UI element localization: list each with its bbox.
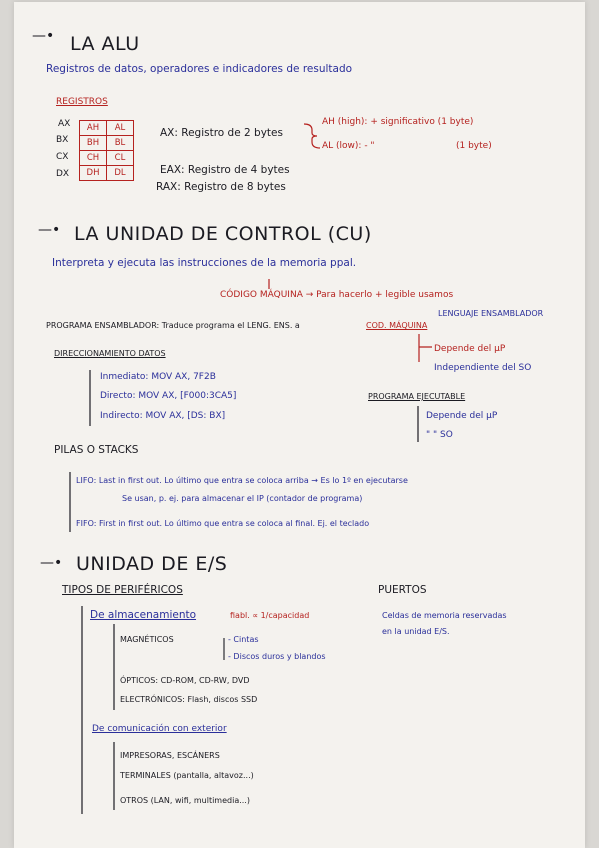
puertos-label: PUERTOS — [378, 584, 427, 596]
eax-description: EAX: Registro de 4 bytes — [160, 164, 290, 176]
reg-cell: AH — [80, 121, 107, 136]
puertos-desc-1: Celdas de memoria reservadas — [382, 611, 507, 620]
reg-cell: DH — [80, 166, 107, 181]
section-arrow-icon: —• — [32, 28, 55, 44]
ax-description: AX: Registro de 2 bytes — [160, 127, 283, 139]
cu-line1: Interpreta y ejecuta las instrucciones de la memoria ppal. — [52, 257, 357, 269]
inmediato: Inmediato: MOV AX, 7F2B — [100, 372, 216, 382]
registros-label: REGISTROS — [56, 97, 108, 107]
al-description: AL (low): - " — [322, 141, 375, 151]
tipos-perifericos: TIPOS DE PERIFÉRICOS — [62, 584, 183, 596]
impresoras: IMPRESORAS, ESCÁNERS — [120, 751, 220, 760]
directo: Directo: MOV AX, [F000:3CA5] — [100, 391, 237, 401]
row-label-bx: BX — [56, 135, 69, 145]
depende-up: Depende del μP — [434, 344, 506, 354]
magneticos: MAGNÉTICOS — [120, 635, 174, 644]
reg-cell: CH — [80, 151, 107, 166]
electronicos: ELECTRÓNICOS: Flash, discos SSD — [120, 695, 258, 704]
al-bytes: (1 byte) — [456, 141, 492, 151]
lifo: LIFO: Last in first out. Lo último que entra se coloca arriba → Es lo 1º en ejecutarse — [76, 476, 408, 485]
direccionamiento-label: DIRECCIONAMIENTO DATOS — [54, 349, 166, 358]
codigo-maquina: CÓDIGO MÁQUINA → Para hacerlo + legible usamos — [220, 290, 454, 300]
lifo-detail: Se usan, p. ej. para almacenar el IP (contador de programa) — [122, 494, 363, 503]
es-title: UNIDAD DE E/S — [76, 553, 228, 575]
ejecutable-depende: Depende del μP — [426, 411, 498, 421]
cod-maquina-label: COD. MÁQUINA — [366, 321, 428, 330]
row-label-dx: DX — [56, 169, 70, 179]
lenguaje-ensamblador: LENGUAJE ENSAMBLADOR — [438, 309, 544, 318]
puertos-desc-2: en la unidad E/S. — [382, 627, 450, 636]
reg-cell: AL — [107, 121, 134, 136]
comunicacion: De comunicación con exterior — [92, 724, 227, 734]
fiabilidad-note: fiabl. ∝ 1/capacidad — [230, 611, 310, 620]
discos: - Discos duros y blandos — [228, 652, 326, 661]
section-arrow-icon: —• — [38, 222, 61, 238]
fifo: FIFO: First in first out. Lo último que entra se coloca al final. Ej. el teclado — [76, 519, 370, 528]
reg-cell: CL — [107, 151, 134, 166]
section-arrow-icon: —• — [40, 555, 63, 571]
ejecutable-so: " " SO — [426, 430, 453, 440]
reg-cell: BH — [80, 136, 107, 151]
ah-description: AH (high): + significativo (1 byte) — [322, 117, 474, 127]
reg-cell: BL — [107, 136, 134, 151]
otros: OTROS (LAN, wifi, multimedia...) — [120, 796, 250, 805]
register-table — [79, 120, 134, 181]
programa-ejecutable-label: PROGRAMA EJECUTABLE — [368, 392, 466, 401]
indirecto: Indirecto: MOV AX, [DS: BX] — [100, 411, 226, 421]
opticos: ÓPTICOS: CD-ROM, CD-RW, DVD — [120, 676, 250, 685]
alu-subtitle: Registros de datos, operadores e indicadores de resultado — [46, 63, 353, 75]
alu-title: LA ALU — [70, 33, 140, 55]
row-label-ax: AX — [58, 119, 71, 129]
cu-title: LA UNIDAD DE CONTROL (CU) — [74, 223, 372, 245]
pilas-label: PILAS O STACKS — [54, 444, 139, 456]
row-label-cx: CX — [56, 152, 69, 162]
notes-page — [14, 2, 585, 848]
reg-cell: DL — [107, 166, 134, 181]
terminales: TERMINALES (pantalla, altavoz...) — [120, 771, 254, 780]
almacenamiento: De almacenamiento — [90, 609, 197, 621]
cintas: - Cintas — [228, 635, 259, 644]
rax-description: RAX: Registro de 8 bytes — [156, 181, 286, 193]
programa-ensamblador: PROGRAMA ENSAMBLADOR: Traduce programa el LENG. ENS. a — [46, 321, 300, 330]
independiente-so: Independiente del SO — [434, 363, 532, 373]
